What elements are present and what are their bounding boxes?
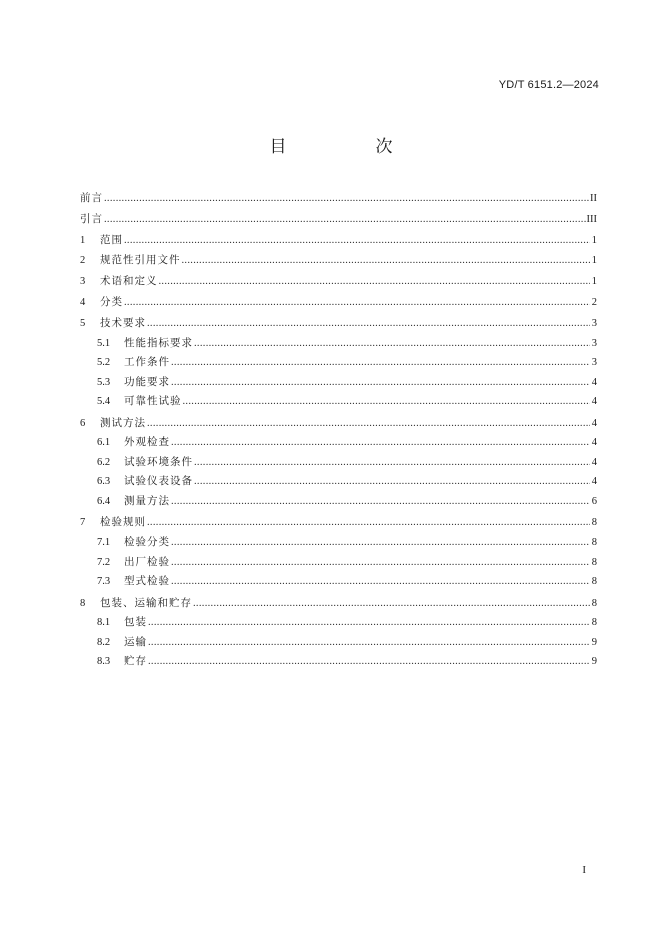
toc-leader-dots (147, 513, 590, 534)
toc-entry-page: 9 (591, 636, 597, 648)
toc-entry-label: 检验分类 (124, 536, 170, 549)
toc-entry-page: 1 (591, 234, 597, 246)
toc-entry-label: 前言 (80, 192, 103, 204)
toc-entry-number: 6.3 (97, 476, 111, 488)
toc-entry-page: 1 (591, 255, 597, 267)
toc-entry-number: 7.3 (97, 576, 111, 588)
toc-entry-number: 8.3 (97, 656, 111, 668)
toc-entry-number: 5 (80, 317, 86, 329)
toc-entry[interactable] (80, 433, 597, 453)
table-of-contents (80, 188, 597, 672)
toc-leader-dots (171, 353, 590, 373)
toc-entry-label: 规范性引用文件 (100, 254, 181, 267)
toc-entry-page: 8 (591, 537, 597, 549)
toc-leader-dots (147, 414, 590, 435)
toc-entry[interactable] (80, 453, 597, 473)
toc-entry-number: 5.3 (97, 376, 111, 388)
toc-entry-page: 3 (591, 317, 597, 329)
toc-entry[interactable] (80, 613, 597, 633)
toc-entry-number: 8 (80, 597, 86, 609)
toc-entry[interactable] (80, 512, 597, 533)
toc-leader-dots (171, 572, 590, 592)
toc-entry-number: 8.2 (97, 636, 111, 648)
toc-entry[interactable] (80, 230, 597, 251)
toc-entry[interactable] (80, 652, 597, 672)
toc-entry[interactable] (80, 533, 597, 553)
toc-entry-page: 8 (591, 597, 597, 609)
toc-entry-label: 测量方法 (124, 494, 170, 507)
toc-entry-label: 检验规则 (100, 516, 146, 529)
toc-entry-label: 试验仪表设备 (124, 475, 193, 488)
toc-entry-number: 1 (80, 234, 86, 246)
toc-entry[interactable] (80, 373, 597, 393)
toc-entry-page: 4 (591, 456, 597, 468)
toc-leader-dots (171, 492, 590, 512)
toc-entry-label: 试验环境条件 (124, 455, 193, 468)
toc-entry-page: 4 (591, 376, 597, 388)
toc-entry-page: 6 (591, 495, 597, 507)
toc-entry-page: 4 (591, 437, 597, 449)
toc-entry-page: 4 (591, 417, 597, 429)
toc-entry-number: 5.2 (97, 357, 111, 369)
toc-entry-page: 8 (591, 556, 597, 568)
toc-leader-dots (171, 373, 590, 393)
toc-leader-dots (171, 533, 590, 553)
toc-entry-label: 贮存 (124, 655, 147, 668)
toc-entry-page: 8 (591, 517, 597, 529)
toc-leader-dots (124, 293, 590, 314)
toc-entry-label: 术语和定义 (100, 275, 158, 288)
toc-entry[interactable] (80, 188, 597, 209)
toc-entry[interactable] (80, 271, 597, 292)
toc-entry[interactable] (80, 472, 597, 492)
toc-entry-number: 5.1 (97, 337, 111, 349)
toc-entry-page: 4 (591, 396, 597, 408)
toc-entry-number: 5.4 (97, 396, 111, 408)
toc-entry[interactable] (80, 492, 597, 512)
toc-entry[interactable] (80, 633, 597, 653)
toc-leader-dots (148, 633, 590, 653)
toc-leader-dots (147, 314, 590, 335)
page-title: 目 次 (269, 137, 429, 157)
toc-entry-number: 6 (80, 417, 86, 429)
toc-leader-dots (182, 251, 591, 272)
toc-entry-label: 测试方法 (100, 416, 146, 429)
toc-entry-number: 3 (80, 276, 86, 288)
toc-entry-label: 引言 (80, 212, 103, 225)
toc-leader-dots (193, 594, 590, 615)
toc-entry-label: 分类 (100, 295, 123, 308)
toc-entry-number: 6.4 (97, 495, 111, 507)
toc-leader-dots (124, 231, 590, 252)
toc-entry[interactable] (80, 209, 597, 230)
toc-leader-dots (148, 613, 590, 633)
toc-entry-label: 工作条件 (124, 356, 170, 369)
toc-entry[interactable] (80, 413, 597, 434)
toc-entry-label: 可靠性试验 (124, 395, 182, 408)
toc-entry[interactable] (80, 313, 597, 334)
toc-entry-label: 功能要求 (124, 375, 170, 388)
toc-entry-label: 性能指标要求 (124, 336, 193, 349)
toc-leader-dots (183, 392, 591, 412)
toc-entry[interactable] (80, 292, 597, 313)
toc-entry-label: 技术要求 (100, 316, 146, 329)
toc-entry-page: 8 (591, 576, 597, 588)
toc-entry-page: 2 (591, 296, 597, 308)
toc-entry-label: 包装 (124, 616, 147, 629)
toc-entry-page: II (590, 193, 597, 204)
toc-leader-dots (194, 453, 590, 473)
toc-entry-page: 8 (591, 617, 597, 629)
toc-entry-page: 1 (591, 276, 597, 288)
toc-entry-number: 7.1 (97, 537, 111, 549)
toc-leader-dots (148, 652, 590, 672)
toc-entry-page: 3 (591, 337, 597, 349)
toc-entry-page: III (586, 213, 597, 225)
toc-entry[interactable] (80, 334, 597, 354)
toc-entry-label: 包装、运输和贮存 (100, 596, 192, 609)
toc-entry[interactable] (80, 572, 597, 592)
toc-entry-page: 4 (591, 476, 597, 488)
toc-entry-label: 外观检查 (124, 436, 170, 449)
toc-entry-number: 7.2 (97, 556, 111, 568)
toc-entry-page: 3 (591, 357, 597, 369)
toc-leader-dots (194, 472, 590, 492)
toc-entry-number: 2 (80, 255, 86, 267)
toc-entry-number: 6.1 (97, 437, 111, 449)
page-number: I (582, 864, 586, 876)
toc-leader-dots (159, 272, 591, 293)
toc-entry-page: 9 (591, 656, 597, 668)
toc-entry-number: 8.1 (97, 617, 111, 629)
toc-entry-label: 出厂检验 (124, 555, 170, 568)
toc-entry-label: 型式检验 (124, 575, 170, 588)
toc-leader-dots (194, 334, 590, 354)
toc-entry-number: 4 (80, 296, 86, 308)
toc-entry[interactable] (80, 593, 597, 614)
standard-code: YD/T 6151.2—2024 (498, 79, 599, 91)
toc-entry[interactable] (80, 250, 597, 271)
toc-entry-label: 范围 (100, 233, 123, 246)
toc-entry-number: 7 (80, 517, 86, 529)
toc-entry[interactable] (80, 392, 597, 412)
toc-entry-number: 6.2 (97, 456, 111, 468)
toc-entry[interactable] (80, 353, 597, 373)
toc-entry-label: 运输 (124, 635, 147, 648)
toc-entry[interactable] (80, 553, 597, 573)
toc-leader-dots (171, 553, 590, 573)
toc-leader-dots (171, 433, 590, 453)
toc-leader-dots (104, 189, 589, 210)
toc-leader-dots (104, 210, 586, 231)
